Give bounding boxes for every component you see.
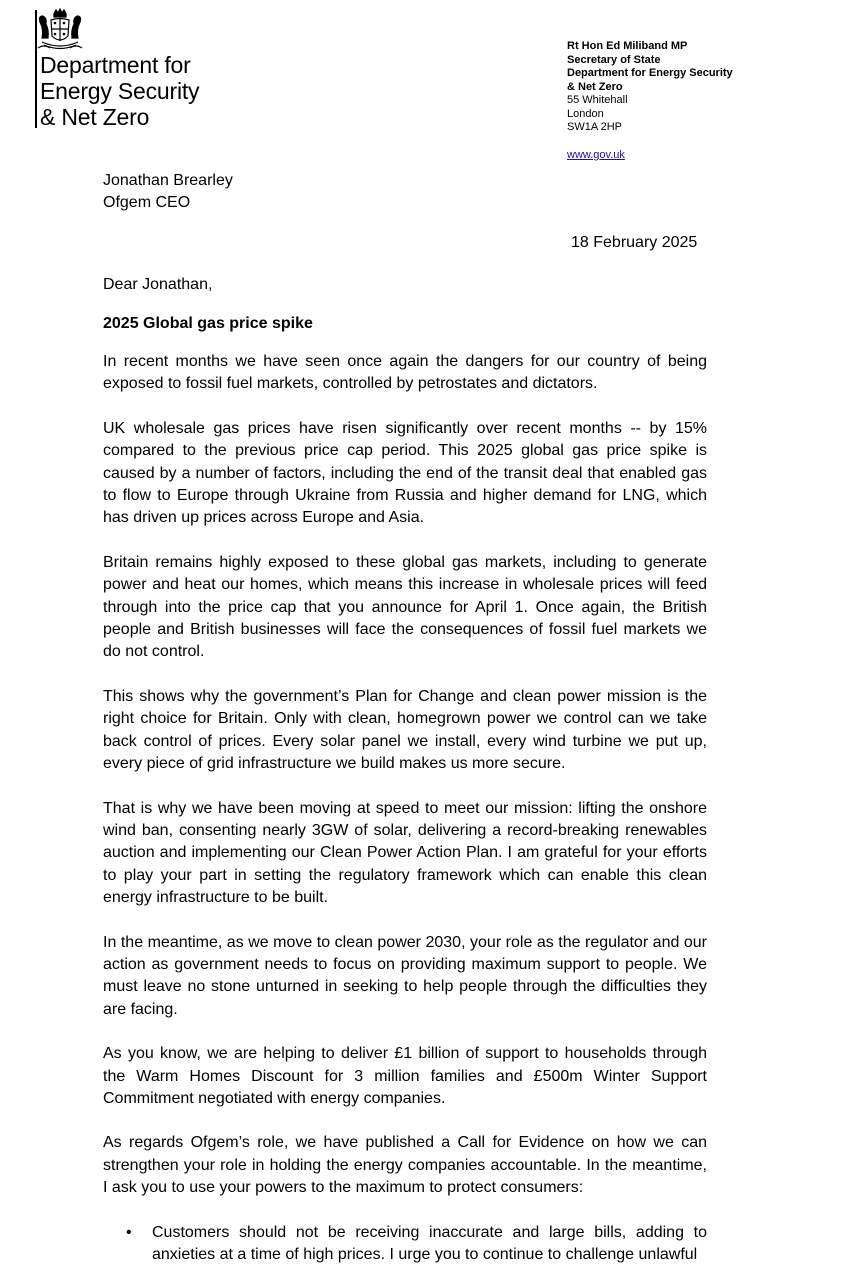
bullet-icon: •: [126, 1223, 132, 1241]
sender-postcode: SW1A 2HP: [567, 121, 623, 133]
paragraph: This shows why the government’s Plan for Change and clean power mission is the right choice for Britain. Only with clean, homegrown power we control can we take back control of prices. Every solar panel we install, every wind turbine we put up, every piece of grid infrastructure we build makes us more secure.: [103, 687, 707, 773]
sender-name: Rt Hon Ed Miliband MP: [567, 40, 688, 52]
paragraph: In recent months we have seen once again the dangers for our country of being exposed to fossil fuel markets, controlled by petrostates and dictators.: [103, 353, 707, 393]
sender-address-1: 55 Whitehall: [567, 94, 628, 106]
recipient-block: [103, 170, 233, 214]
paragraph: As regards Ofgem’s role, we have published a Call for Evidence on how we can strengthen your role in holding the energy companies accountable. In the meantime, I ask you to use your powers to the maximum to protect consumers:: [103, 1134, 707, 1197]
department-logo-line-2: Energy Security: [40, 78, 200, 104]
letter-date: 18 February 2025: [571, 234, 698, 251]
sender-role: Secretary of State: [567, 53, 661, 66]
recipient-title: Ofgem CEO: [103, 194, 191, 211]
logo-rule: [35, 10, 37, 128]
paragraph: That is why we have been moving at speed to meet our mission: lifting the onshore wind ban, consenting nearly 3GW of solar, delivering a record-breaking renewables auction and implementing our Clean Power Action Plan. I am grateful for your efforts to play your part in setting the regulatory framework which can enable this clean energy infrastructure to be built.: [103, 799, 707, 907]
sender-department-1: Department for Energy Security: [567, 67, 733, 79]
paragraph: Britain remains highly exposed to these global gas markets, including to generate power and heat our homes, which means this increase in wholesale prices will feed through into the price cap that you announce for April 1. Once again, the British people and British businesses will face the consequences of fossil fuel markets we do not control.: [103, 553, 707, 661]
bullet-item: [103, 1222, 707, 1266]
sender-address-block: [567, 40, 733, 162]
bullet-text: Customers should not be receiving inaccurate and large bills, adding to anxieties at a time of high prices. I urge you to continue to challenge unlawful: [152, 1223, 707, 1263]
paragraph: As you know, we are helping to deliver £1 billion of support to households through the Warm Homes Discount for 3 million families and £500m Winter Support Commitment negotiated with energy companies.: [103, 1045, 707, 1107]
department-logo-line-1: Department for: [40, 52, 191, 78]
royal-crest-icon: [34, 8, 86, 52]
salutation: Dear Jonathan,: [103, 276, 213, 293]
paragraph: In the meantime, as we move to clean power 2030, your role as the regulator and our action as government needs to focus on providing maximum support to people. We must leave no stone unturned in seeking to help people through the difficulties they are facing.: [103, 933, 707, 1018]
letter-subject: 2025 Global gas price spike: [103, 315, 313, 332]
bullet-list: [103, 1222, 707, 1266]
website-link[interactable]: www.gov.uk: [567, 148, 625, 161]
paragraph: UK wholesale gas prices have risen significantly over recent months -- by 15% compared to the previous price cap period. This 2025 global gas price spike is caused by a number of factors, including the end of the transit deal that enabled gas to flow to Europe through Ukraine from Russia and higher demand for LNG, which has driven up prices across Europe and Asia.: [103, 419, 707, 527]
letter-body: [103, 351, 707, 1266]
department-logo-line-3: & Net Zero: [40, 104, 150, 130]
sender-address-2: London: [567, 107, 604, 120]
recipient-name: Jonathan Brearley: [103, 172, 233, 189]
sender-department-2: & Net Zero: [567, 80, 623, 93]
